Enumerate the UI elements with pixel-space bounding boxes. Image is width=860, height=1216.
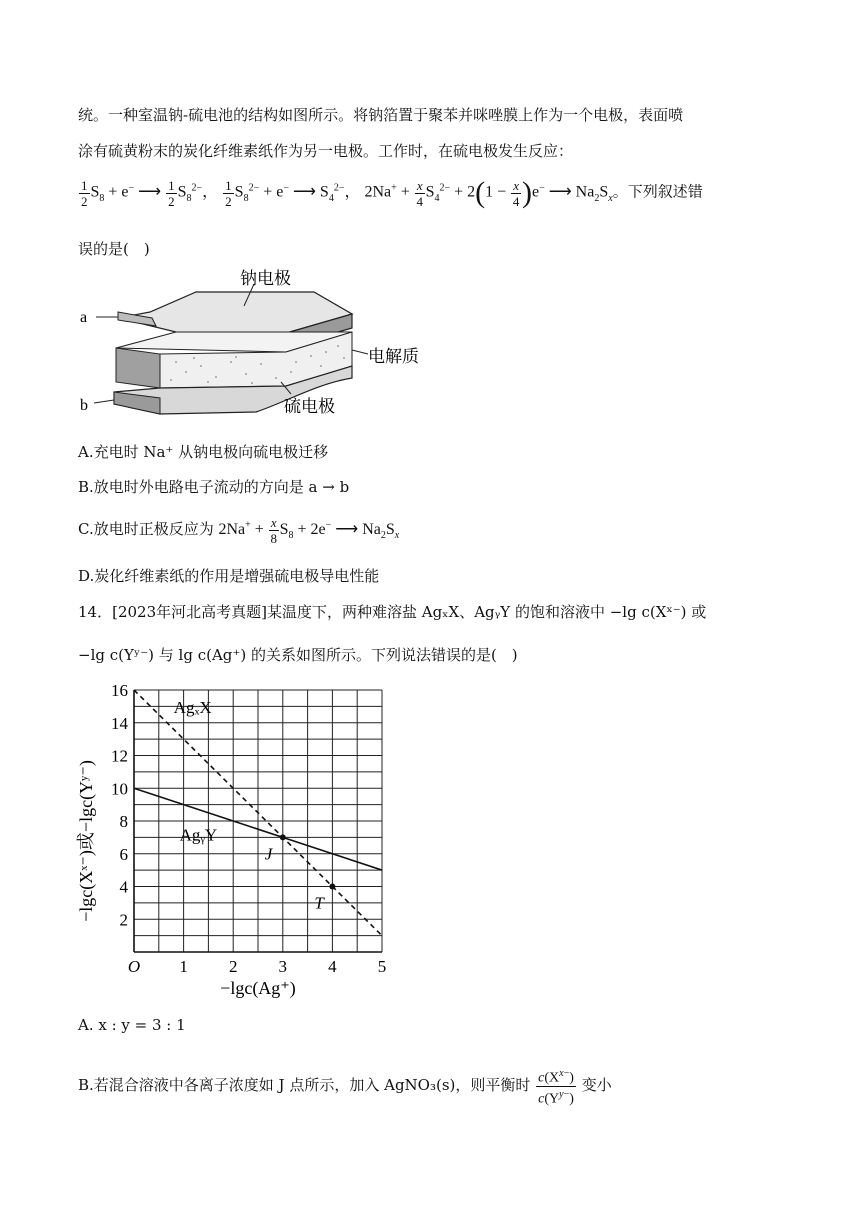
solubility-chart bbox=[72, 676, 402, 1006]
label-sulfur-electrode: 硫电极 bbox=[284, 397, 335, 416]
intro-line-2: 涂有硫黄粉末的炭化纤维素纸作为另一电极。工作时，在硫电极发生反应： bbox=[78, 142, 574, 160]
q14-line-1: 14．[2023年河北高考真题]某温度下，两种难溶盐 AgₓX、AgᵧY 的饱和溶液中 −lg c(Xˣ⁻) 或 bbox=[78, 603, 707, 621]
y-axis-label: −lgc(Xˣ⁻)或−lgc(Yʸ⁻) bbox=[76, 760, 96, 922]
y-tick-label: 10 bbox=[111, 779, 128, 799]
q14-line-2: −lg c(Yʸ⁻) 与 lg c(Ag⁺) 的关系如图所示。下列说法错误的是( ) bbox=[78, 646, 518, 664]
y-tick-label: 4 bbox=[119, 877, 128, 897]
label-electrolyte: 电解质 bbox=[368, 347, 419, 366]
option-d: D.炭化纤维素纸的作用是增强硫电极导电性能 bbox=[78, 567, 380, 585]
q14-option-b-suffix: 变小 bbox=[581, 1076, 612, 1095]
equation-tail: 。下列叙述错 bbox=[612, 182, 703, 201]
point-t bbox=[329, 884, 335, 890]
terminal-a: a bbox=[80, 309, 88, 326]
x-tick-label: 4 bbox=[328, 957, 337, 976]
option-c-prefix: C.放电时正极反应为 bbox=[78, 520, 214, 539]
q14-option-a: A. x : y = 3 : 1 bbox=[78, 1016, 186, 1034]
option-c: C.放电时正极反应为 2Na+ + $\frac{x}{8}$ $S_8 + 2e^-$ ⟶ $Na_2S_x$ bbox=[78, 515, 400, 546]
intro-line-4: 误的是( ) bbox=[78, 240, 150, 258]
electrolyte-front-face bbox=[116, 348, 160, 388]
y-tick-label: 6 bbox=[119, 844, 128, 864]
label-sodium-electrode: 钠电极 bbox=[240, 269, 291, 288]
x-tick-label: O bbox=[127, 957, 141, 976]
x-tick-label: 1 bbox=[179, 957, 188, 976]
x-axis-label: −lgc(Ag⁺) bbox=[220, 978, 296, 998]
x-tick-label: 2 bbox=[228, 957, 238, 976]
y-tick-label: 12 bbox=[111, 746, 128, 766]
point-label-t: T bbox=[314, 893, 324, 913]
x-tick-label: 5 bbox=[377, 957, 387, 976]
point-label-j: J bbox=[264, 844, 273, 864]
q14-option-b: B.若混合溶液中各离子浓度如 J 点所示，加入 AgNO₃(s)，则平衡时 $\frac{c(X^{x-})}{c(Y^{y-})}$ 变小 bbox=[78, 1068, 612, 1107]
series-label-agy-y: AgᵧY bbox=[179, 825, 218, 845]
series-label-agx-x: AgₓX bbox=[173, 697, 212, 717]
y-tick-label: 2 bbox=[119, 910, 128, 930]
terminal-b: b bbox=[80, 397, 88, 414]
battery-diagram bbox=[76, 262, 456, 422]
point-j bbox=[280, 834, 286, 840]
y-tick-label: 14 bbox=[111, 713, 128, 733]
y-tick-label: 16 bbox=[111, 681, 128, 700]
intro-line-1: 统。一种室温钠-硫电池的结构如图所示。将钠箔置于聚苯并咪唑膜上作为一个电极，表面喷 bbox=[78, 106, 684, 124]
option-a: A.充电时 Na⁺ 从钠电极向硫电极迁移 bbox=[78, 443, 329, 461]
y-tick-label: 8 bbox=[119, 812, 128, 831]
reaction-equations: $\frac{1}{2}$ $S_8 + e^-$ ⟶ $\frac{1}{2}$ $S_8^{2-}$， $\frac{1}{2}$ $S_8^{2-} + e^-$ ⟶ $S_4^{2-}$， 2Na+ + $\frac{x}{4}$ $S_4^{2-} + 2(1$ − $\frac{x}{4}$ )e− ⟶ $Na_2S_x$。下列叙述错 bbox=[81, 176, 703, 209]
q14-option-b-prefix: B.若混合溶液中各离子浓度如 J 点所示，加入 AgNO₃(s)，则平衡时 bbox=[78, 1076, 531, 1095]
option-b: B.放电时外电路电子流动的方向是 a → b bbox=[78, 478, 350, 496]
x-tick-label: 3 bbox=[278, 957, 288, 976]
